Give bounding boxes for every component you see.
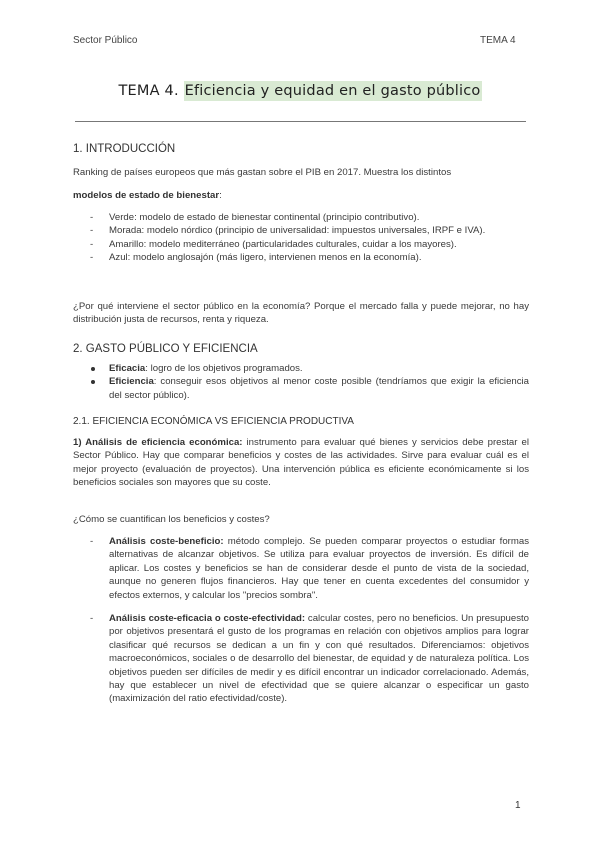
term: Eficacia <box>109 363 146 374</box>
page-title <box>0 83 600 99</box>
item-text: Morada: modelo nórdico (principio de universalidad: impuestos universales, IRPF e IVA). <box>109 225 486 237</box>
quantify-question: ¿Cómo se cuantifican los beneficios y costes? <box>73 514 270 525</box>
models-label <box>73 189 529 202</box>
header-right: TEMA 4 <box>480 35 516 46</box>
list-item <box>73 362 529 375</box>
models-list <box>73 211 529 265</box>
item-text: Verde: modelo de estado de bienestar continental (principio contributivo). <box>109 212 420 223</box>
dash-marker: - <box>90 212 94 223</box>
subsection-heading: 2.1. EFICIENCIA ECONÓMICA VS EFICIENCIA PRODUCTIVA <box>73 416 354 427</box>
section-1-heading: 1. INTRODUCCIÓN <box>73 143 176 155</box>
analysis-term: 1) Análisis de eficiencia económica: <box>73 437 243 448</box>
models-label-bold: modelos de estado de bienestar <box>73 190 220 201</box>
item-text: Amarillo: modelo mediterráneo (particularidades culturales, cuidar a los mayores). <box>109 238 457 250</box>
list-item <box>73 612 529 706</box>
page-number: 1 <box>515 800 521 811</box>
list-item <box>73 224 529 237</box>
bullet-icon <box>91 367 95 371</box>
list-item <box>73 535 529 602</box>
models-label-suffix: : <box>219 190 222 201</box>
dash-marker: - <box>90 536 94 547</box>
dash-marker: - <box>90 225 94 237</box>
term: Análisis coste-beneficio: <box>109 536 224 547</box>
analysis-text: instrumento para evaluar qué bienes y servicios debe prestar el Sector Público. Hay que comparar beneficios y costes de las actividades. Sirve para evaluar cuál es el mejor proyecto (evaluación de proyectos). Una intervención pública es eficiente económicamente si los beneficios sociales son mayores que su coste. <box>73 437 529 489</box>
term: Eficiencia <box>109 376 154 388</box>
dash-marker: - <box>90 252 94 264</box>
methods-list <box>73 535 529 706</box>
list-item <box>73 238 529 251</box>
divider <box>75 121 526 122</box>
item-text: calcular costes, pero no beneficios. Un presupuesto por objetivos presentará el gusto de los programas en relación con objetivos amplios para lograr clasificar qué recursos se dedican a un fin y con qué resultados. Diferenciamos: objetivos macroeconómicos, sociales o de desarrollo del bienestar, de equidad y de naturaleza política. Los objetivos pueden ser difíciles de medir y es difícil encontrar un indicador correlacionado. Además, hay que establecer un nivel de efectividad que se quiere alcanzar o especificar un gasto (maximización del ratio efectividad/coste). <box>109 613 529 705</box>
list-item <box>73 251 529 264</box>
bullet-icon <box>91 380 95 384</box>
item-text: Azul: modelo anglosajón (más ligero, intervienen menos en la economía). <box>109 252 422 264</box>
analysis-paragraph <box>73 436 529 490</box>
definitions-list <box>73 362 529 402</box>
question-paragraph: ¿Por qué interviene el sector público en la economía? Porque el mercado falla y puede mejorar, no hay distribución justa de recursos, renta y riqueza. <box>73 301 529 326</box>
section-2-heading: 2. GASTO PÚBLICO Y EFICIENCIA <box>73 343 258 355</box>
title-highlight: Eficiencia y equidad en el gasto público <box>184 83 481 99</box>
dash-marker: - <box>90 613 94 625</box>
item-text: : logro de los objetivos programados. <box>145 363 303 374</box>
title-prefix: TEMA 4. <box>118 83 184 99</box>
item-text: : conseguir esos objetivos al menor coste posible (tendríamos que exigir la eficiencia del sector público). <box>109 376 529 401</box>
list-item <box>73 211 529 224</box>
header-left: Sector Público <box>73 35 138 46</box>
term: Análisis coste-eficacia o coste-efectividad: <box>109 613 306 625</box>
list-item <box>73 375 529 402</box>
intro-paragraph: Ranking de países europeos que más gastan sobre el PIB en 2017. Muestra los distintos <box>73 167 452 178</box>
dash-marker: - <box>90 238 94 250</box>
item-text: método complejo. Se pueden comparar proyectos o estudiar formas alternativas de alcanzar objetivos. Se utiliza para evaluar proyectos de inversión. Es difícil de aplicar. Los costes y beneficios se han de considerar desde el punto de vista de la sociedad, aunque no generen flujos financieros. Hay que tener en cuenta excedentes del consumidor y efectos externos, y calcular los "precios sombra". <box>109 536 529 601</box>
